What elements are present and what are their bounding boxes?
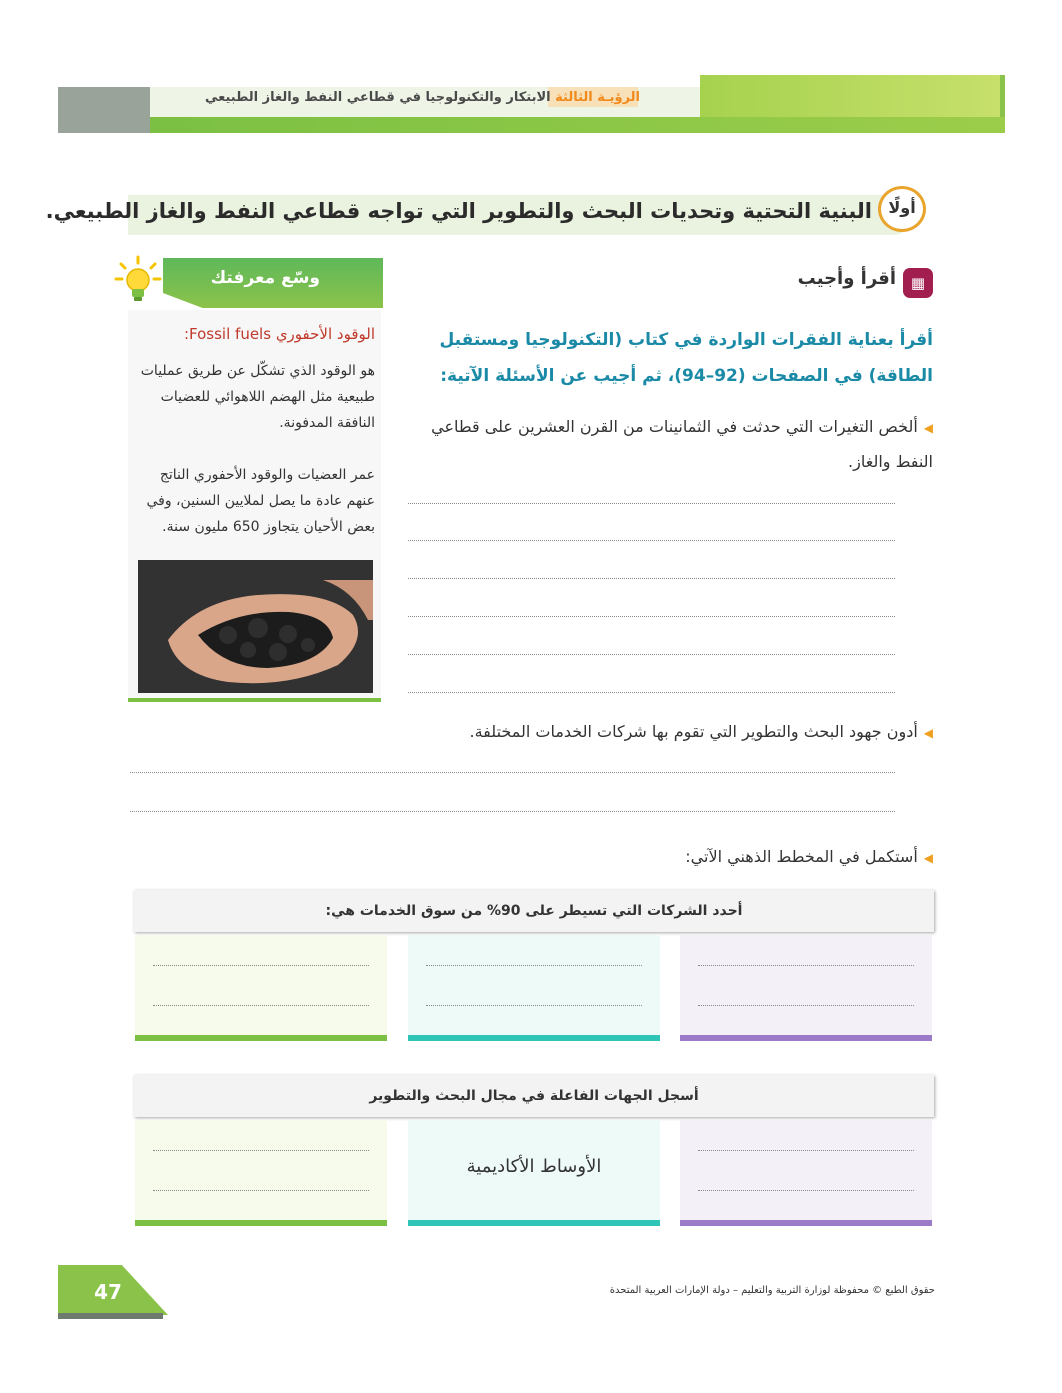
running-header-main: الابتكار والتكنولوجيا في قطاعي النفط والغاز الطبيعي <box>204 90 556 105</box>
answer-line[interactable] <box>426 965 642 966</box>
mindmap-2-box-left[interactable] <box>135 1120 387 1220</box>
answer-line[interactable] <box>408 616 895 617</box>
bullet-icon: ◀ <box>923 851 933 865</box>
answer-line[interactable] <box>698 965 914 966</box>
question-1-text: ألخص التغيرات التي حدثت في الثمانينات من القرن العشرين على قطاعي النفط والغاز. <box>431 417 933 471</box>
mindmap-1-box-middle-bar <box>408 1035 660 1041</box>
mindmap-2-box-middle-bar <box>408 1220 660 1226</box>
question-1 <box>405 410 933 480</box>
question-2-text: أدون جهود البحث والتطوير التي تقوم بها شركات الخدمات المختلفة. <box>469 722 918 741</box>
mindmap-1-box-left[interactable] <box>135 935 387 1035</box>
read-answer-label: أقرأ وأجيب <box>797 268 896 289</box>
header-leaf-graphic <box>700 75 1005 120</box>
answer-line[interactable] <box>408 503 895 504</box>
section-title: البنية التحتية وتحديات البحث والتطوير التي تواجه قطاعي النفط والغاز الطبيعي. <box>45 199 872 223</box>
question-2 <box>405 715 933 749</box>
answer-line[interactable] <box>408 692 895 693</box>
answer-line[interactable] <box>698 1150 914 1151</box>
mindmap-2-box-right-bar <box>680 1220 932 1226</box>
question-3 <box>405 840 933 874</box>
page-number: 47 <box>94 1280 122 1304</box>
sidebar-paragraph-2: عمر العضيات والوقود الأحفوري الناتج عنهم عادة ما يصل لملايين السنين، وفي بعض الأحيان يتجاوز 650 مليون سنة. <box>146 467 375 535</box>
answer-line[interactable] <box>153 965 369 966</box>
answer-line[interactable] <box>153 1150 369 1151</box>
answer-line[interactable] <box>698 1005 914 1006</box>
running-header <box>180 90 640 112</box>
sidebar-underline <box>128 698 381 702</box>
mindmap-1-box-right[interactable] <box>680 935 932 1035</box>
bullet-icon: ◀ <box>923 421 933 435</box>
running-header-accent: الرؤيـة الثالثة <box>555 90 640 105</box>
mindmap-2-box-left-bar <box>135 1220 387 1226</box>
answer-line[interactable] <box>408 540 895 541</box>
mindmap-2-box-right[interactable] <box>680 1120 932 1220</box>
header-green-stripe <box>150 117 1005 133</box>
answer-line[interactable] <box>153 1005 369 1006</box>
sidebar-paragraph-1: هو الوقود الذي تشكّل عن طريق عمليات طبيعية مثل الهضم اللاهوائي للعضيات النافقة المدفونة. <box>140 363 375 431</box>
answer-line[interactable] <box>408 654 895 655</box>
copyright-notice: حقوق الطبع © محفوظة لوزارة التربية والتعليم – دولة الإمارات العربية المتحدة <box>609 1285 935 1296</box>
mindmap-1-box-left-bar <box>135 1035 387 1041</box>
bullet-icon: ◀ <box>923 726 933 740</box>
read-answer-intro: أقرأ بعناية الفقرات الواردة في كتاب (التكنولوجيا ومستقبل الطاقة) في الصفحات (92–94)، ثم أجيب عن الأسئلة الآتية: <box>439 330 933 386</box>
sidebar-title: وسّع معرفتك <box>210 268 320 288</box>
answer-line[interactable] <box>698 1190 914 1191</box>
book-icon: ▦ <box>903 268 933 298</box>
lightbulb-icon <box>113 255 163 305</box>
mindmap-1-title: أحدد الشركات التي تسيطر على 90% من سوق الخدمات هي: <box>134 890 934 932</box>
answer-line[interactable] <box>426 1005 642 1006</box>
mindmap-1-box-middle[interactable] <box>408 935 660 1035</box>
mindmap-2-center-text: الأوساط الأكاديمية <box>466 1156 602 1177</box>
mindmap-1-box-right-bar <box>680 1035 932 1041</box>
answer-line[interactable] <box>408 578 895 579</box>
page-number-underline <box>58 1313 163 1319</box>
mindmap-2-box-middle <box>408 1120 660 1220</box>
coal-in-hands-image <box>138 560 373 693</box>
sidebar-term: الوقود الأحفوري Fossil fuels: <box>183 325 375 343</box>
answer-line[interactable] <box>130 811 895 812</box>
answer-line[interactable] <box>130 772 895 773</box>
section-badge: أولًا <box>878 186 926 232</box>
answer-line[interactable] <box>153 1190 369 1191</box>
mindmap-2-title: أسجل الجهات الفاعلة في مجال البحث والتطوير <box>134 1075 934 1117</box>
question-3-text: أستكمل في المخطط الذهني الآتي: <box>685 847 918 866</box>
